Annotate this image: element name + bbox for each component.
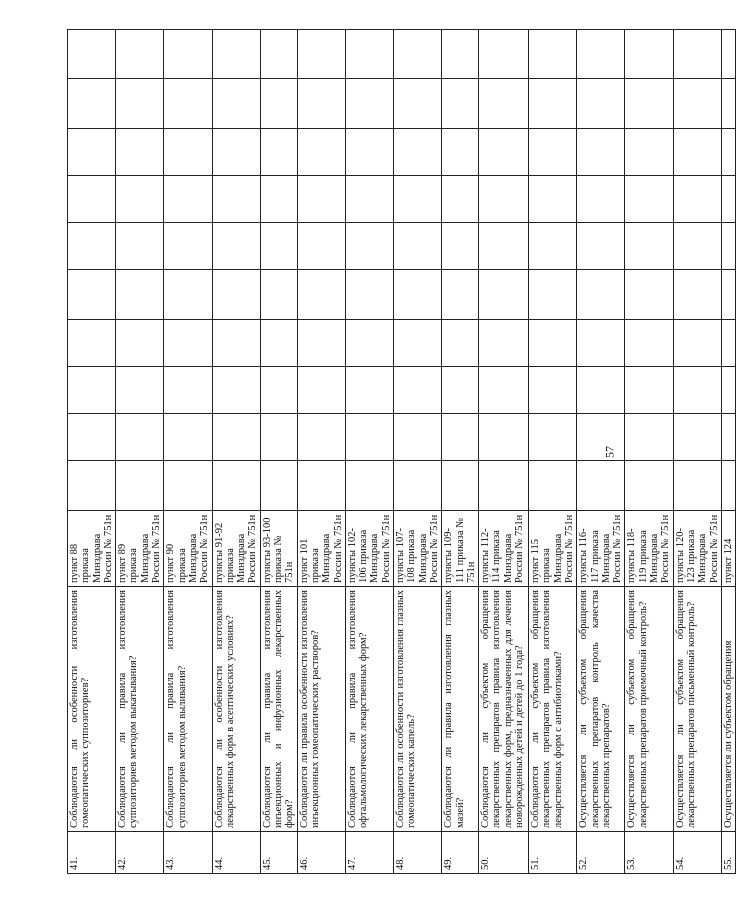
blank-cell: [68, 320, 116, 367]
blank-cell: [297, 176, 345, 223]
table-row: [260, 30, 297, 874]
blank-cell: [673, 79, 721, 129]
blank-cell: [394, 79, 442, 129]
row-question: Соблюдаются ли правила изготовления офтальмологических лекарственных форм?: [345, 587, 393, 832]
blank-cell: [577, 461, 625, 511]
blank-cell: [721, 461, 735, 511]
blank-cell: [260, 223, 297, 270]
blank-cell: [442, 461, 479, 511]
row-reference: пункты 109-111 приказа № 751н: [442, 511, 479, 587]
blank-cell: [212, 414, 260, 461]
row-question: Соблюдаются ли субъектом обращения лекарственных препаратов правила изготовления лекарственных форм, предназначенных для лечения новорожденных детей и детей до 1 года?: [479, 587, 529, 832]
row-number: 55.: [721, 832, 735, 874]
blank-cell: [164, 270, 212, 320]
blank-cell: [529, 367, 577, 414]
blank-cell: [529, 176, 577, 223]
blank-cell: [394, 270, 442, 320]
row-question: Соблюдаются ли правила изготовления глазных мазей?: [442, 587, 479, 832]
row-number: 52.: [577, 832, 625, 874]
row-reference: пункт 89 приказа Минздрава России № 751н: [116, 511, 164, 587]
blank-cell: [721, 79, 735, 129]
blank-cell: [116, 414, 164, 461]
blank-cell: [625, 367, 673, 414]
blank-cell: [673, 461, 721, 511]
blank-cell: [529, 270, 577, 320]
blank-cell: [577, 320, 625, 367]
row-reference: пункт 101 приказа Минздрава России № 751н: [297, 511, 345, 587]
page-number: 57: [602, 446, 617, 458]
blank-cell: [673, 223, 721, 270]
row-question: Осуществляется ли субъектом обращения лекарственных препаратов приемочный контроль?: [625, 587, 673, 832]
blank-cell: [68, 223, 116, 270]
blank-cell: [68, 270, 116, 320]
blank-cell: [297, 223, 345, 270]
row-number: 49.: [442, 832, 479, 874]
blank-cell: [479, 129, 529, 176]
blank-cell: [394, 461, 442, 511]
blank-cell: [529, 30, 577, 79]
blank-cell: [721, 176, 735, 223]
blank-cell: [345, 270, 393, 320]
blank-cell: [260, 30, 297, 79]
row-reference: пункт 124: [721, 511, 735, 587]
blank-cell: [164, 223, 212, 270]
row-reference: пункты 107-108 приказа Минздрава России № 751н: [394, 511, 442, 587]
row-reference: пункты 91-92 приказа Минздрава России № 751н: [212, 511, 260, 587]
table-row: [345, 30, 393, 874]
blank-cell: [625, 320, 673, 367]
row-reference: пункты 102-106 приказа Минздрава России № 751н: [345, 511, 393, 587]
blank-cell: [212, 320, 260, 367]
blank-cell: [164, 79, 212, 129]
blank-cell: [116, 176, 164, 223]
blank-cell: [442, 414, 479, 461]
blank-cell: [442, 223, 479, 270]
blank-cell: [673, 414, 721, 461]
blank-cell: [164, 414, 212, 461]
blank-cell: [297, 320, 345, 367]
blank-cell: [625, 414, 673, 461]
row-question: Соблюдаются ли правила особенности изготовления инъекционных гомеопатических растворов?: [297, 587, 345, 832]
blank-cell: [68, 461, 116, 511]
blank-cell: [260, 461, 297, 511]
blank-cell: [345, 367, 393, 414]
blank-cell: [442, 79, 479, 129]
blank-cell: [116, 270, 164, 320]
blank-cell: [442, 176, 479, 223]
blank-cell: [673, 30, 721, 79]
blank-cell: [529, 79, 577, 129]
blank-cell: [394, 320, 442, 367]
blank-cell: [68, 129, 116, 176]
blank-cell: [212, 367, 260, 414]
blank-cell: [212, 461, 260, 511]
blank-cell: [625, 176, 673, 223]
blank-cell: [479, 79, 529, 129]
table-row: [164, 30, 212, 874]
blank-cell: [394, 30, 442, 79]
row-question: Соблюдаются ли правила изготовления суппозиториев методом выливания?: [164, 587, 212, 832]
blank-cell: [673, 270, 721, 320]
row-number: 51.: [529, 832, 577, 874]
row-number: 46.: [297, 832, 345, 874]
blank-cell: [529, 461, 577, 511]
blank-cell: [68, 414, 116, 461]
blank-cell: [394, 367, 442, 414]
blank-cell: [164, 320, 212, 367]
blank-cell: [721, 367, 735, 414]
blank-cell: [68, 79, 116, 129]
row-number: 53.: [625, 832, 673, 874]
blank-cell: [345, 129, 393, 176]
blank-cell: [260, 129, 297, 176]
blank-cell: [479, 223, 529, 270]
blank-cell: [673, 367, 721, 414]
blank-cell: [164, 176, 212, 223]
blank-cell: [297, 30, 345, 79]
row-reference: пункт 90 приказа Минздрава России № 751н: [164, 511, 212, 587]
blank-cell: [529, 129, 577, 176]
blank-cell: [68, 176, 116, 223]
blank-cell: [673, 129, 721, 176]
table-row: [577, 30, 625, 874]
blank-cell: [68, 30, 116, 79]
blank-cell: [442, 30, 479, 79]
row-reference: пункты 118-119 приказа Минздрава России № 751н: [625, 511, 673, 587]
table-row: [394, 30, 442, 874]
blank-cell: [345, 79, 393, 129]
blank-cell: [297, 461, 345, 511]
blank-cell: [625, 30, 673, 79]
blank-cell: [442, 270, 479, 320]
blank-cell: [479, 367, 529, 414]
blank-cell: [212, 270, 260, 320]
table-row: [116, 30, 164, 874]
blank-cell: [116, 79, 164, 129]
table-row: [297, 30, 345, 874]
blank-cell: [260, 79, 297, 129]
blank-cell: [529, 414, 577, 461]
checklist-table: [67, 29, 736, 874]
blank-cell: [394, 129, 442, 176]
blank-cell: [260, 320, 297, 367]
table-row: [529, 30, 577, 874]
row-number: 50.: [479, 832, 529, 874]
row-reference: пункты 120-123 приказа Минздрава России № 751н: [673, 511, 721, 587]
blank-cell: [479, 176, 529, 223]
blank-cell: [577, 367, 625, 414]
blank-cell: [577, 270, 625, 320]
blank-cell: [68, 367, 116, 414]
blank-cell: [394, 414, 442, 461]
row-reference: пункт 115 приказа Минздрава России № 751н: [529, 511, 577, 587]
table-row: [721, 30, 735, 874]
blank-cell: [345, 461, 393, 511]
blank-cell: [345, 176, 393, 223]
blank-cell: [345, 223, 393, 270]
blank-cell: [577, 176, 625, 223]
blank-cell: [721, 129, 735, 176]
blank-cell: [116, 223, 164, 270]
blank-cell: [625, 79, 673, 129]
blank-cell: [479, 30, 529, 79]
row-number: 47.: [345, 832, 393, 874]
blank-cell: [577, 30, 625, 79]
blank-cell: [297, 414, 345, 461]
blank-cell: [479, 270, 529, 320]
blank-cell: [442, 129, 479, 176]
blank-cell: [529, 320, 577, 367]
row-number: 54.: [673, 832, 721, 874]
blank-cell: [164, 129, 212, 176]
blank-cell: [260, 367, 297, 414]
blank-cell: [116, 129, 164, 176]
row-number: 42.: [116, 832, 164, 874]
blank-cell: [577, 414, 625, 461]
blank-cell: [394, 223, 442, 270]
table-body: [68, 30, 736, 874]
row-number: 44.: [212, 832, 260, 874]
blank-cell: [345, 30, 393, 79]
blank-cell: [721, 414, 735, 461]
row-question: Осуществляется ли субъектом обращения лекарственных препаратов контроль качества лекарственных препаратов?: [577, 587, 625, 832]
row-question: Осуществляется ли субъектом обращения: [721, 587, 735, 832]
blank-cell: [212, 176, 260, 223]
blank-cell: [625, 270, 673, 320]
blank-cell: [577, 129, 625, 176]
blank-cell: [479, 461, 529, 511]
blank-cell: [297, 367, 345, 414]
blank-cell: [116, 320, 164, 367]
blank-cell: [297, 129, 345, 176]
blank-cell: [260, 414, 297, 461]
row-question: Соблюдаются ли особенности изготовления глазных гомеопатических капель?: [394, 587, 442, 832]
blank-cell: [673, 176, 721, 223]
blank-cell: [577, 223, 625, 270]
blank-cell: [164, 461, 212, 511]
blank-cell: [212, 30, 260, 79]
row-number: 45.: [260, 832, 297, 874]
row-number: 48.: [394, 832, 442, 874]
row-reference: пункты 116-117 приказа Минздрава России № 751н: [577, 511, 625, 587]
blank-cell: [164, 367, 212, 414]
row-reference: пункт 88 приказа Минздрава России № 751н: [68, 511, 116, 587]
blank-cell: [394, 176, 442, 223]
blank-cell: [116, 30, 164, 79]
table-row: [625, 30, 673, 874]
blank-cell: [116, 461, 164, 511]
blank-cell: [625, 223, 673, 270]
blank-cell: [164, 30, 212, 79]
table-row: [212, 30, 260, 874]
blank-cell: [345, 414, 393, 461]
table-row: [479, 30, 529, 874]
blank-cell: [577, 79, 625, 129]
row-number: 41.: [68, 832, 116, 874]
row-question: Соблюдаются ли правила изготовления суппозиториев методом выкатывания?: [116, 587, 164, 832]
row-question: Соблюдаются ли особенности изготовления лекарственных форм в асептических условиях?: [212, 587, 260, 832]
blank-cell: [260, 270, 297, 320]
blank-cell: [625, 461, 673, 511]
blank-cell: [721, 30, 735, 79]
blank-cell: [260, 176, 297, 223]
table-row: [442, 30, 479, 874]
table-row: [673, 30, 721, 874]
row-reference: пункты 93-100 приказа № 751н: [260, 511, 297, 587]
blank-cell: [721, 270, 735, 320]
row-number: 43.: [164, 832, 212, 874]
blank-cell: [479, 320, 529, 367]
row-question: Осуществляется ли субъектом обращения лекарственных препаратов письменный контроль?: [673, 587, 721, 832]
blank-cell: [442, 320, 479, 367]
blank-cell: [479, 414, 529, 461]
row-question: Соблюдаются ли правила изготовления инъекционных и инфузионных лекарственных форм?: [260, 587, 297, 832]
blank-cell: [297, 79, 345, 129]
blank-cell: [721, 223, 735, 270]
blank-cell: [297, 270, 345, 320]
blank-cell: [212, 129, 260, 176]
blank-cell: [116, 367, 164, 414]
row-question: Соблюдаются ли субъектом обращения лекарственных препаратов правила изготовления лекарственных форм с антибиотиками?: [529, 587, 577, 832]
blank-cell: [721, 320, 735, 367]
row-reference: пункты 112-114 приказа Минздрава России № 751н: [479, 511, 529, 587]
table-row: [68, 30, 116, 874]
blank-cell: [212, 223, 260, 270]
blank-cell: [442, 367, 479, 414]
blank-cell: [673, 320, 721, 367]
blank-cell: [212, 79, 260, 129]
row-question: Соблюдаются ли особенности изготовления гомеопатических суппозиториев?: [68, 587, 116, 832]
blank-cell: [529, 223, 577, 270]
blank-cell: [625, 129, 673, 176]
blank-cell: [345, 320, 393, 367]
